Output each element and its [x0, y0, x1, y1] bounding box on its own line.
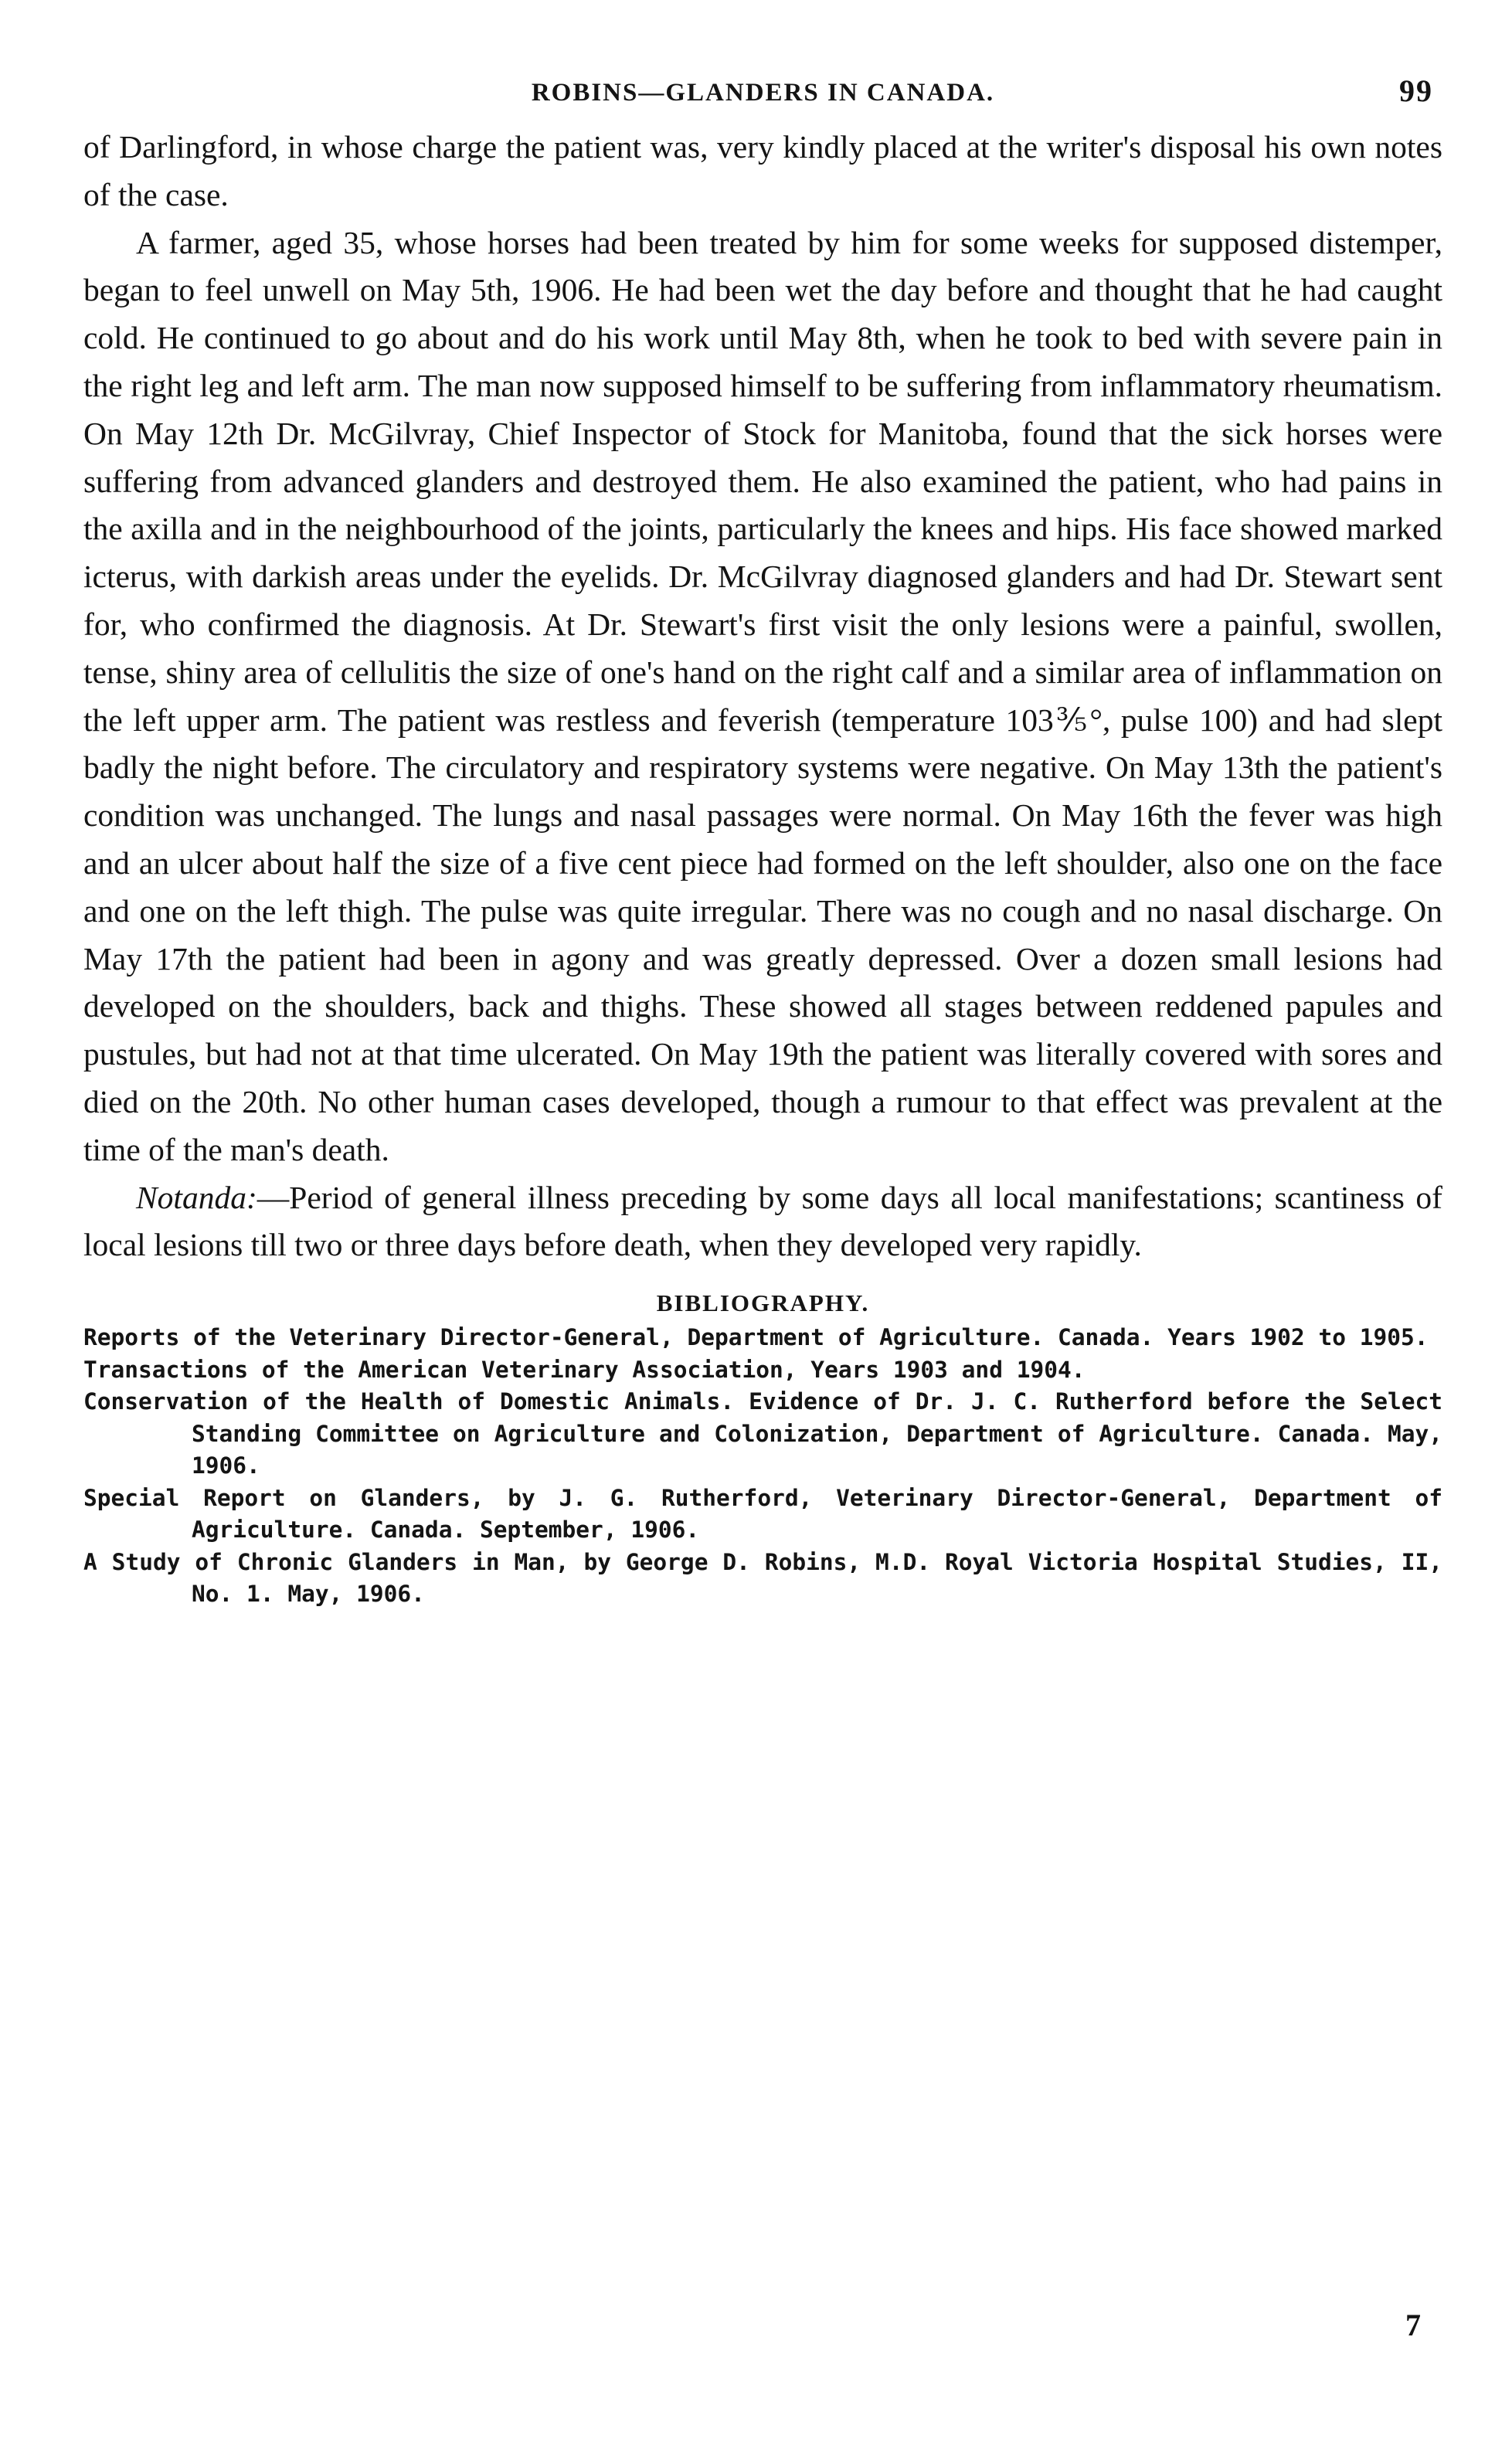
continued-paragraph: of Darlingford, in whose charge the patient was, very kindly placed at the writer's disposal his own notes of the case. [83, 129, 1442, 212]
notanda-text: —Period of general illness preceding by some days all local manifestations; scantiness of local lesions till two or three days before death, when they developed very rapidly. [83, 1179, 1442, 1263]
article-body [83, 124, 1442, 1269]
bibliography-list [83, 1322, 1442, 1611]
signature-mark: 7 [1405, 2308, 1421, 2342]
bibliography-entry: Reports of the Veterinary Director-General, Department of Agriculture. Canada. Years 1902 to 1905. [83, 1324, 1429, 1351]
notanda-paragraph [83, 1174, 1442, 1270]
bibliography-entry: Transactions of the American Veterinary Association, Years 1903 and 1904. [83, 1356, 1086, 1383]
bibliography-entry: Special Report on Glanders, by J. G. Rutherford, Veterinary Director-General, Department of Agriculture. Canada. September, 1906. [83, 1484, 1442, 1544]
notanda-label: Notanda: [136, 1179, 257, 1215]
case-report-paragraph: A farmer, aged 35, whose horses had been treated by him for some weeks for supposed distemper, began to feel unwell on May 5th, 1906. He had been wet the day before and thought that he had caught cold. He continued to go about and do his work until May 8th, when he took to bed with severe pain in the right leg and left arm. The man now supposed himself to be suffering from inflammatory rheumatism. On May 12th Dr. McGilvray, Chief Inspector of Stock for Manitoba, found that the sick horses were suffering from advanced glanders and destroyed them. He also examined the patient, who had pains in the axilla and in the neighbourhood of the joints, particularly the knees and hips. His face showed marked icterus, with darkish areas under the eyelids. Dr. McGilvray diagnosed glanders and had Dr. Stewart sent for, who confirmed the diagnosis. At Dr. Stewart's first visit the only lesions were a painful, swollen, tense, shiny area of cellulitis the size of one's hand on the right calf and a similar area of inflammation on the left upper arm. The patient was restless and feverish (temperature 103⅗°, pulse 100) and had slept badly the night before. The circulatory and respiratory systems were negative. On May 13th the patient's condition was unchanged. The lungs and nasal passages were normal. On May 16th the fever was high and an ulcer about half the size of a five cent piece had formed on the left shoulder, also one on the face and one on the left thigh. The pulse was quite irregular. There was no cough and no nasal discharge. On May 17th the patient had been in agony and was greatly depressed. Over a dozen small lesions had developed on the shoulders, back and thighs. These showed all stages between reddened papules and pustules, but had not at that time ulcerated. On May 19th the patient was literally covered with sores and died on the 20th. No other human cases developed, though a rumour to that effect was prevalent at the time of the man's death. [83, 224, 1442, 1167]
running-head [83, 70, 1442, 124]
bibliography-entry: A Study of Chronic Glanders in Man, by George D. Robins, M.D. Royal Victoria Hospital Studies, II, No. 1. May, 1906. [83, 1548, 1442, 1608]
bibliography-entry: Conservation of the Health of Domestic Animals. Evidence of Dr. J. C. Rutherford before the Select Standing Committee on Agriculture and Colonization, Department of Agriculture. Canada. May, 1906. [83, 1388, 1442, 1479]
running-title: ROBINS—GLANDERS IN CANADA. [531, 79, 995, 107]
bibliography-heading: BIBLIOGRAPHY. [656, 1289, 870, 1317]
page-number: 99 [1399, 73, 1433, 108]
